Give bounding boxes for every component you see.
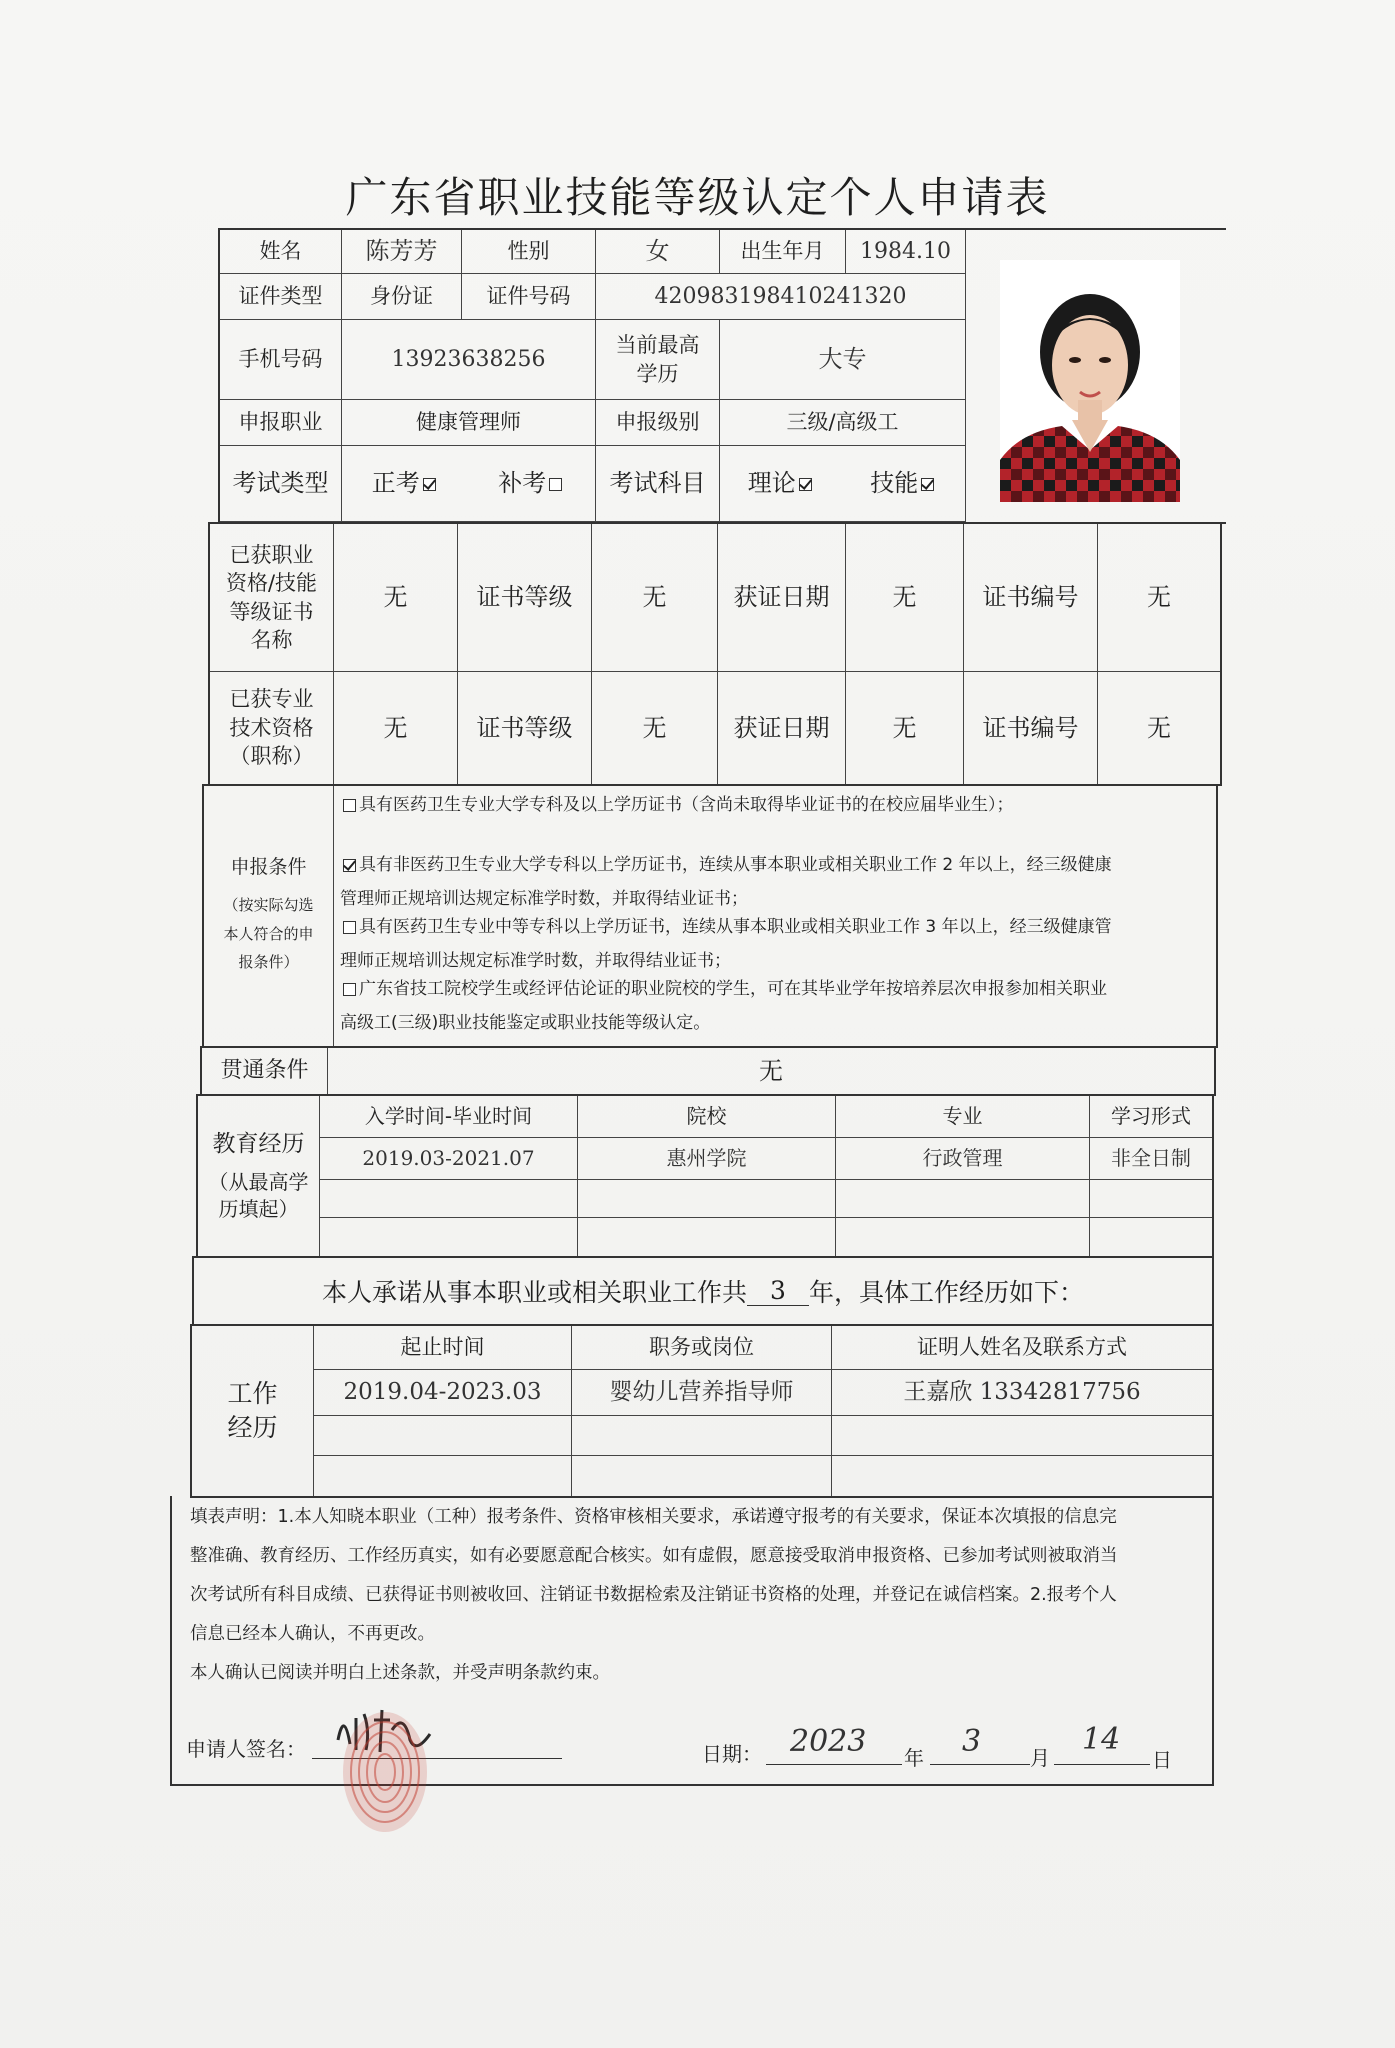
fingerprint-stamp bbox=[330, 1700, 440, 1840]
education-cell: 行政管理 bbox=[836, 1138, 1090, 1180]
declaration-line-5: 本人确认已阅读并明白上述条款，并受声明条款约束。 bbox=[190, 1663, 610, 1683]
id-type-label: 证件类型 bbox=[220, 274, 342, 320]
condition-item bbox=[340, 972, 1210, 1040]
cert2-no: 无 bbox=[1147, 713, 1171, 742]
exam-type-label: 考试类型 bbox=[220, 446, 342, 522]
condition-item bbox=[340, 788, 1210, 822]
work-cell: 2019.04-2023.03 bbox=[314, 1370, 572, 1416]
education-cell: 惠州学院 bbox=[578, 1138, 836, 1180]
education-label: 教育经历 bbox=[212, 1131, 305, 1158]
education-cell: 2019.03-2021.07 bbox=[320, 1138, 578, 1180]
condition-text-line1: 具有非医药卫生专业大学专科以上学历证书，连续从事本职业或相关职业工作 2 年以上，经三级健康 bbox=[359, 855, 1112, 875]
sex-value: 女 bbox=[596, 230, 720, 274]
job-label: 申报职业 bbox=[220, 400, 342, 446]
work-empty-cell bbox=[832, 1416, 1212, 1456]
date-label: 日期： bbox=[702, 1742, 762, 1766]
applicant-photo bbox=[1000, 260, 1180, 502]
condition-checkbox[interactable] bbox=[343, 799, 356, 812]
condition-item bbox=[340, 848, 1210, 916]
cert2-level-label: 证书等级 bbox=[458, 672, 592, 784]
jineng-checkbox[interactable] bbox=[921, 478, 934, 491]
condition-text-line1: 具有医药卫生专业中等专科以上学历证书，连续从事本职业或相关职业工作 3 年以上，经三级健康管 bbox=[359, 917, 1112, 937]
day-line[interactable] bbox=[1054, 1764, 1150, 1765]
condition-checkbox[interactable] bbox=[343, 921, 356, 934]
work-empty-cell bbox=[572, 1416, 832, 1456]
edu-value: 大专 bbox=[720, 320, 966, 400]
education-header: 专业 bbox=[836, 1096, 1090, 1138]
work-header: 起止时间 bbox=[314, 1326, 572, 1370]
education-empty-cell bbox=[836, 1180, 1090, 1218]
bukao-option[interactable]: 补考 bbox=[498, 467, 565, 499]
cert1-label: 已获职业资格/技能等级证书名称 bbox=[210, 524, 334, 672]
year-line[interactable] bbox=[766, 1764, 902, 1765]
cert2-date-label: 获证日期 bbox=[718, 672, 846, 784]
signature-label: 申请人签名： bbox=[186, 1737, 306, 1761]
work-header: 证明人姓名及联系方式 bbox=[832, 1326, 1212, 1370]
year-value: 2023 bbox=[790, 1724, 867, 1759]
education-header: 学习形式 bbox=[1090, 1096, 1212, 1138]
month-line[interactable] bbox=[930, 1764, 1030, 1765]
education-cell: 非全日制 bbox=[1090, 1138, 1212, 1180]
month-value: 3 bbox=[962, 1724, 982, 1759]
declaration-text bbox=[190, 1498, 1210, 1693]
edu-label: 当前最高学历 bbox=[596, 320, 720, 400]
cert1-no-label: 证书编号 bbox=[964, 524, 1098, 672]
work-cell: 婴幼儿营养指导师 bbox=[572, 1370, 832, 1416]
guantong-label: 贯通条件 bbox=[202, 1048, 328, 1094]
condition-text-line2: 管理师正规培训达规定标准学时数，并取得结业证书； bbox=[340, 889, 748, 909]
declaration-line-1: 填表声明：1.本人知晓本职业（工种）报考条件、资格审核相关要求，承诺遵守报考的有关要求，保证本次填报的信息完 bbox=[190, 1507, 1117, 1527]
work-empty-cell bbox=[314, 1456, 572, 1496]
condition-checkbox[interactable] bbox=[343, 983, 356, 996]
exam-subject-label: 考试科目 bbox=[596, 446, 720, 522]
lilun-checkbox[interactable] bbox=[799, 478, 812, 491]
education-header: 院校 bbox=[578, 1096, 836, 1138]
work-empty-cell bbox=[314, 1416, 572, 1456]
id-no-label: 证件号码 bbox=[462, 274, 596, 320]
cert2-no-label: 证书编号 bbox=[964, 672, 1098, 784]
phone-label: 手机号码 bbox=[220, 320, 342, 400]
conditions-label: 申报条件 bbox=[230, 856, 307, 879]
condition-text-line1: 广东省技工院校学生或经评估论证的职业院校的学生，可在其毕业学年按培养层次申报参加相关职业 bbox=[359, 979, 1107, 999]
education-empty-cell bbox=[320, 1180, 578, 1218]
education-empty-cell bbox=[1090, 1218, 1212, 1256]
id-no-value: 420983198410241320 bbox=[596, 274, 966, 320]
name-value: 陈芳芳 bbox=[342, 230, 462, 274]
education-empty-cell bbox=[578, 1180, 836, 1218]
lilun-option[interactable]: 理论 bbox=[748, 467, 815, 499]
job-value: 健康管理师 bbox=[342, 400, 596, 446]
condition-item bbox=[340, 910, 1210, 978]
bukao-checkbox[interactable] bbox=[549, 478, 562, 491]
guantong-value: 无 bbox=[759, 1056, 783, 1085]
commit-prefix: 本人承诺从事本职业或相关职业工作共 bbox=[321, 1278, 747, 1307]
portrait-image bbox=[1000, 260, 1180, 502]
month-unit: 月 bbox=[1030, 1746, 1050, 1770]
id-type-value: 身份证 bbox=[342, 274, 462, 320]
work-empty-cell bbox=[832, 1456, 1212, 1496]
conditions-label-cell bbox=[204, 786, 334, 1046]
education-empty-cell bbox=[320, 1218, 578, 1256]
condition-text-line2: 理师正规培训达规定标准学时数，并取得结业证书； bbox=[340, 951, 731, 971]
cert2-date: 无 bbox=[846, 672, 964, 784]
level-value: 三级/高级工 bbox=[720, 400, 966, 446]
exam-type-options bbox=[342, 446, 596, 522]
cert2-name: 无 bbox=[334, 672, 458, 784]
day-value: 14 bbox=[1082, 1722, 1121, 1757]
work-label: 工作经历 bbox=[192, 1326, 314, 1496]
cert1-date-label: 获证日期 bbox=[718, 524, 846, 672]
year-unit: 年 bbox=[904, 1746, 924, 1770]
education-empty-cell bbox=[836, 1218, 1090, 1256]
education-label-cell bbox=[198, 1096, 320, 1256]
declaration-line-4: 信息已经本人确认，不再更改。 bbox=[190, 1624, 435, 1644]
cert2-level: 无 bbox=[592, 672, 718, 784]
cert1-level: 无 bbox=[592, 524, 718, 672]
declaration-line-2: 整准确、教育经历、工作经历真实，如有必要愿意配合核实。如有虚假，愿意接受取消申报资格、已参加考试则被取消当 bbox=[190, 1546, 1118, 1566]
work-header: 职务或岗位 bbox=[572, 1326, 832, 1370]
level-label: 申报级别 bbox=[596, 400, 720, 446]
education-header: 入学时间-毕业时间 bbox=[320, 1096, 578, 1138]
cert1-level-label: 证书等级 bbox=[458, 524, 592, 672]
condition-checkbox[interactable] bbox=[343, 859, 356, 872]
work-cell: 王嘉欣 13342817756 bbox=[832, 1370, 1212, 1416]
condition-text-line1: 具有医药卫生专业大学专科及以上学历证书（含尚未取得毕业证书的在校应届毕业生）； bbox=[359, 795, 1014, 815]
birth-label: 出生年月 bbox=[720, 230, 846, 274]
form-title: 广东省职业技能等级认定个人申请表 bbox=[345, 173, 1050, 222]
jineng-option[interactable]: 技能 bbox=[870, 467, 937, 499]
commit-years: 3 bbox=[747, 1276, 809, 1306]
commit-suffix: 年，具体工作经历如下： bbox=[809, 1278, 1085, 1307]
cert1-no: 无 bbox=[1098, 524, 1220, 672]
cert1-date: 无 bbox=[846, 524, 964, 672]
declaration-line-3: 次考试所有科目成绩、已获得证书则被收回、注销证书数据检索及注销证书资格的处理，并登记在诚信档案。2.报考个人 bbox=[190, 1585, 1117, 1605]
birth-value: 1984.10 bbox=[846, 230, 966, 274]
education-empty-cell bbox=[578, 1218, 836, 1256]
cert2-label: 已获专业技术资格（职称） bbox=[210, 672, 334, 784]
sex-label: 性别 bbox=[462, 230, 596, 274]
zhengkao-checkbox[interactable] bbox=[423, 478, 436, 491]
commit-text bbox=[192, 1256, 1214, 1326]
work-empty-cell bbox=[572, 1456, 832, 1496]
cert1-name: 无 bbox=[334, 524, 458, 672]
day-unit: 日 bbox=[1152, 1748, 1172, 1772]
condition-text-line2: 高级工(三级)职业技能鉴定或职业技能等级认定。 bbox=[340, 1013, 711, 1033]
conditions-sub-label: （按实际勾选本人符合的申报条件） bbox=[223, 896, 314, 972]
education-sub-label: （从最高学历填起） bbox=[208, 1169, 309, 1221]
exam-subject-options bbox=[720, 446, 966, 522]
education-empty-cell bbox=[1090, 1180, 1212, 1218]
name-label: 姓名 bbox=[220, 230, 342, 274]
phone-value: 13923638256 bbox=[342, 320, 596, 400]
zhengkao-option[interactable]: 正考 bbox=[372, 467, 439, 499]
